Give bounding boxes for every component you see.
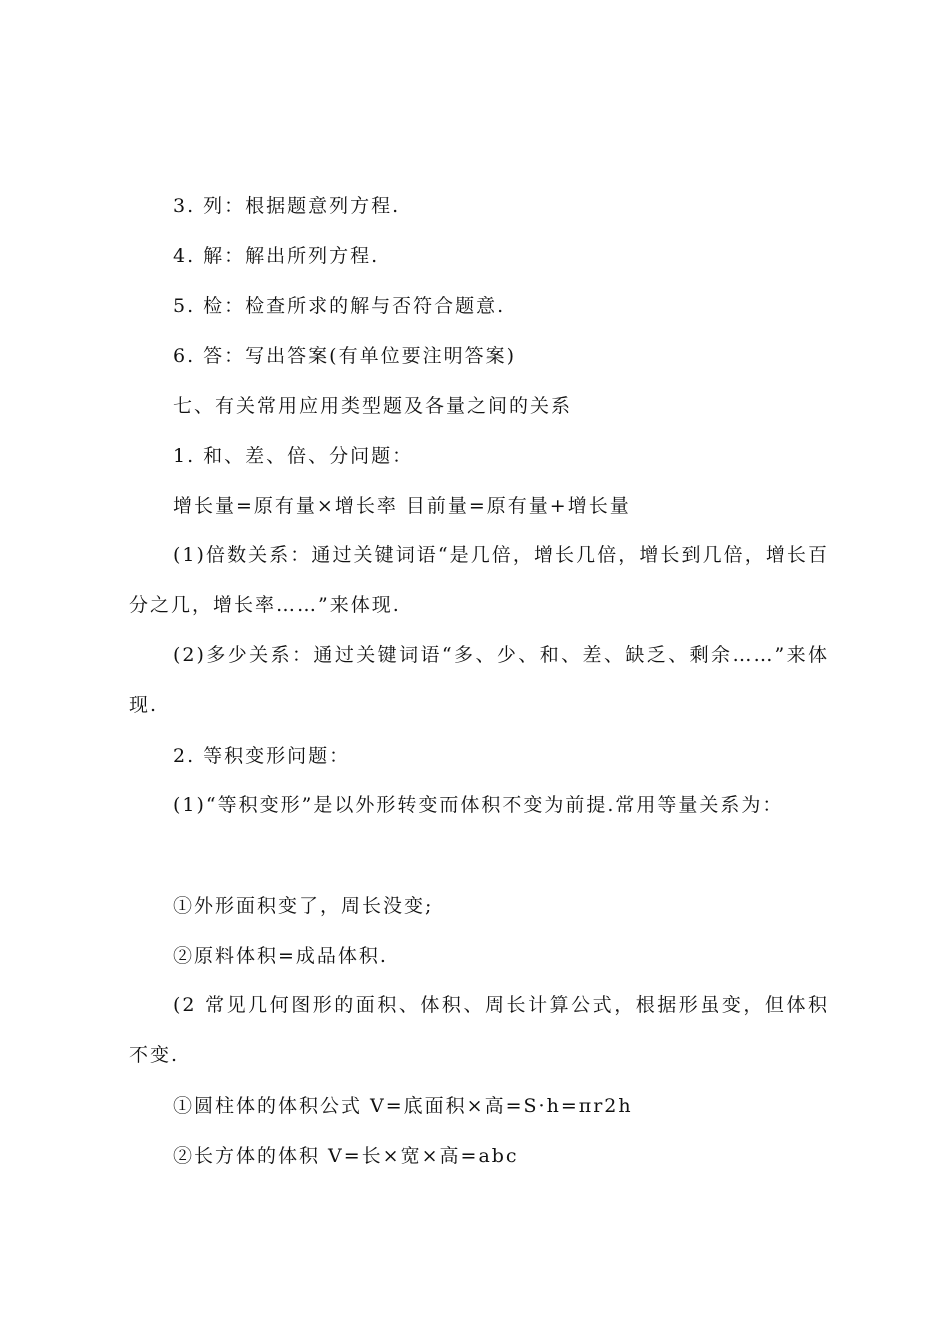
subsection-2-heading: 2. 等积变形问题： <box>173 745 351 767</box>
cuboid-volume-formula: ②长方体的体积 V=长×宽×高=abc <box>173 1145 519 1167</box>
step-5-check-solution: 5. 检：检查所求的解与否符合题意. <box>173 295 506 317</box>
growth-formula-line: 增长量=原有量×增长率 目前量=原有量+增长量 <box>173 495 631 517</box>
step-6-write-answer: 6. 答：写出答案(有单位要注明答案) <box>173 345 516 367</box>
step-3-list-equation: 3. 列：根据题意列方程. <box>173 195 401 217</box>
step-4-solve-equation: 4. 解：解出所列方程. <box>173 245 380 267</box>
section-7-heading: 七、有关常用应用类型题及各量之间的关系 <box>173 395 573 417</box>
subsection-1-heading: 1. 和、差、倍、分问题： <box>173 445 414 467</box>
equal-volume-definition-paragraph: (1)“等积变形”是以外形转变而体积不变为前提.常用等量关系为： <box>173 794 784 816</box>
geometry-formulas-paragraph: (2 常见几何图形的面积、体积、周长计算公式，根据形虽变，但体积不变. <box>129 994 829 1066</box>
cylinder-volume-formula: ①圆柱体的体积公式 V=底面积×高=S·h=πr2h <box>173 1095 633 1117</box>
relation-item-area: ①外形面积变了，周长没变; <box>173 895 434 917</box>
quantity-relation-paragraph: (2)多少关系：通过关键词语“多、少、和、差、缺乏、剩余……”来体现. <box>129 644 829 716</box>
relation-item-volume: ②原料体积=成品体积. <box>173 945 388 967</box>
multiple-relation-paragraph: (1)倍数关系：通过关键词语“是几倍，增长几倍，增长到几倍，增长百分之几，增长率……”来体现. <box>129 544 829 616</box>
